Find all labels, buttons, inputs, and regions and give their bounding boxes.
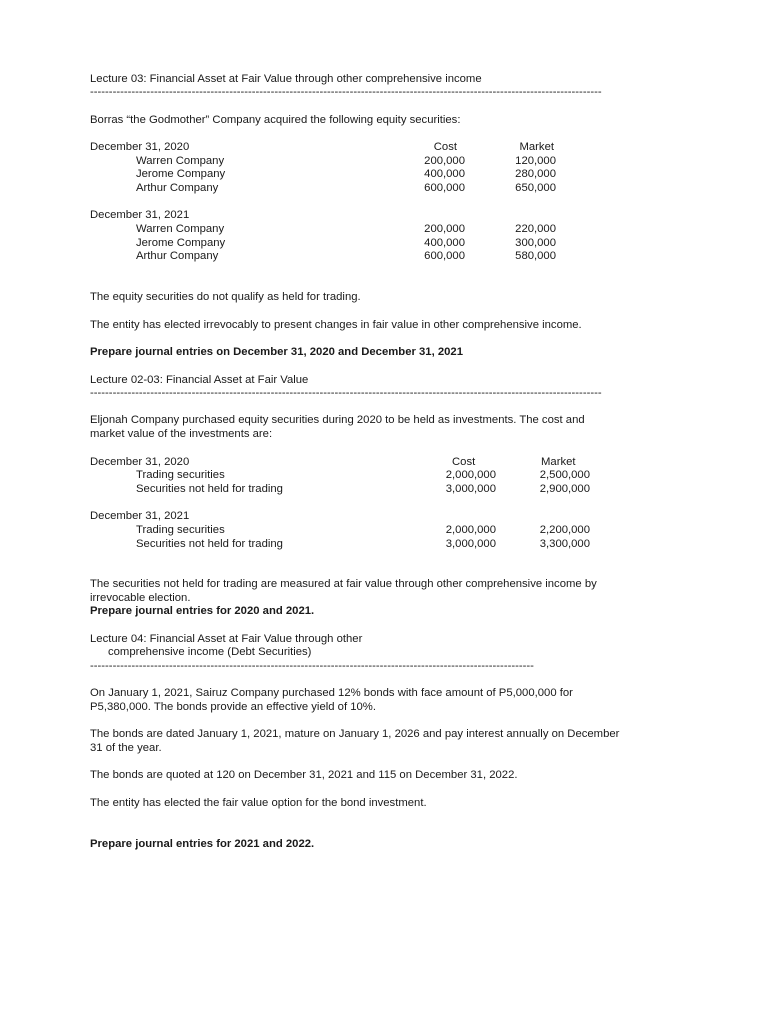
lecture-03-note-trading: The equity securities do not qualify as held for trading. — [90, 291, 361, 303]
lecture-03-note-election: The entity has elected irrevocably to present changes in fair value in other comprehensive income. — [90, 319, 582, 331]
table-row-market: 280,000 — [515, 168, 556, 180]
lecture-04-divider: ---------------------------------------------------------------------------------------------------------------------- — [90, 660, 534, 672]
table-row-cost: 3,000,000 — [445, 483, 496, 495]
lecture-03-title: Lecture 03: Financial Asset at Fair Value through other comprehensive income — [90, 73, 482, 85]
table-row-market: 120,000 — [515, 155, 556, 167]
table-row-market: 2,200,000 — [539, 524, 590, 536]
table-row-market: 2,900,000 — [539, 483, 590, 495]
table-row-cost: 200,000 — [424, 223, 465, 235]
table-row-market: 650,000 — [515, 182, 556, 194]
lecture-0203-col-cost: Cost — [452, 456, 476, 468]
table-row-cost: 400,000 — [424, 237, 465, 249]
lecture-03-divider: ---------------------------------------------------------------------------------------------------------------------------------------- — [90, 86, 602, 98]
table-row-label: Trading securities — [136, 469, 225, 481]
table-row-label: Trading securities — [136, 524, 225, 536]
table-row-cost: 200,000 — [424, 155, 465, 167]
lecture-0203-instruction: Prepare journal entries for 2020 and 2021. — [90, 605, 315, 617]
lecture-0203-date-2020: December 31, 2020 — [90, 456, 190, 468]
lecture-03-intro: Borras “the Godmother” Company acquired the following equity securities: — [90, 114, 461, 126]
lecture-0203-note-line2: irrevocable election. — [90, 592, 191, 604]
table-row-label: Jerome Company — [136, 237, 226, 249]
lecture-0203-title: Lecture 02-03: Financial Asset at Fair Value — [90, 374, 309, 386]
table-row-market: 580,000 — [515, 250, 556, 262]
table-row-label: Arthur Company — [136, 182, 219, 194]
table-row-market: 300,000 — [515, 237, 556, 249]
lecture-04-para4: The entity has elected the fair value option for the bond investment. — [90, 797, 427, 809]
lecture-03-col-cost-2020: Cost — [433, 141, 457, 153]
lecture-04-para2-line1: The bonds are dated January 1, 2021, mature on January 1, 2026 and pay interest annually on December — [90, 728, 620, 740]
lecture-04-para2-line2: 31 of the year. — [90, 742, 162, 754]
lecture-0203-date-2021: December 31, 2021 — [90, 510, 190, 522]
lecture-04-para3: The bonds are quoted at 120 on December 31, 2021 and 115 on December 31, 2022. — [90, 769, 518, 781]
table-row-cost: 600,000 — [424, 182, 465, 194]
lecture-04-instruction: Prepare journal entries for 2021 and 2022. — [90, 838, 315, 850]
lecture-03-instruction: Prepare journal entries on December 31, 2020 and December 31, 2021 — [90, 346, 463, 358]
table-row-label: Warren Company — [136, 155, 225, 167]
table-row-market: 220,000 — [515, 223, 556, 235]
lecture-03-date-2021: December 31, 2021 — [90, 209, 190, 221]
lecture-0203-col-market: Market — [541, 456, 576, 468]
table-row-label: Securities not held for trading — [136, 538, 283, 550]
table-row-label: Securities not held for trading — [136, 483, 283, 495]
table-row-label: Arthur Company — [136, 250, 219, 262]
lecture-0203-divider: ---------------------------------------------------------------------------------------------------------------------------------------- — [90, 387, 602, 399]
lecture-03-col-market-2020: Market — [519, 141, 554, 153]
table-row-label: Warren Company — [136, 223, 225, 235]
lecture-04-title-line1: Lecture 04: Financial Asset at Fair Value through other — [90, 633, 363, 645]
lecture-04-para1-line2: P5,380,000. The bonds provide an effective yield of 10%. — [90, 701, 376, 713]
table-row-market: 3,300,000 — [539, 538, 590, 550]
table-row-cost: 3,000,000 — [445, 538, 496, 550]
lecture-04-title-line2: comprehensive income (Debt Securities) — [108, 646, 312, 658]
table-row-cost: 2,000,000 — [445, 469, 496, 481]
lecture-04-para1-line1: On January 1, 2021, Sairuz Company purchased 12% bonds with face amount of P5,000,000 for — [90, 687, 573, 699]
lecture-0203-intro-line1: Eljonah Company purchased equity securities during 2020 to be held as investments. The cost and — [90, 414, 585, 426]
table-row-market: 2,500,000 — [539, 469, 590, 481]
table-row-label: Jerome Company — [136, 168, 226, 180]
table-row-cost: 600,000 — [424, 250, 465, 262]
table-row-cost: 400,000 — [424, 168, 465, 180]
lecture-03-date-2020: December 31, 2020 — [90, 141, 190, 153]
lecture-0203-note-line1: The securities not held for trading are measured at fair value through other comprehensive income by — [90, 578, 597, 590]
table-row-cost: 2,000,000 — [445, 524, 496, 536]
lecture-0203-intro-line2: market value of the investments are: — [90, 428, 273, 440]
